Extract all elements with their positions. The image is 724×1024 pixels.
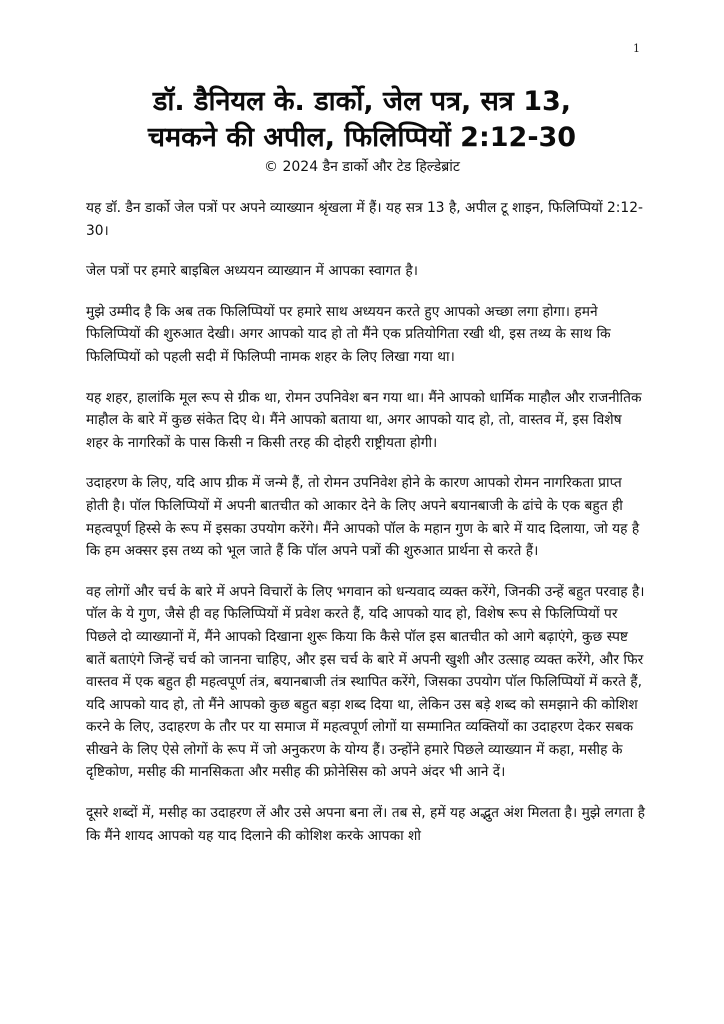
paragraph-3: मुझे उम्मीद है कि अब तक फिलिप्पियों पर हमारे साथ अध्ययन करते हुए आपको अच्छा लगा होगा। हमने फिलिप्पियों की शुरुआत देखी। अगर आपको याद हो तो मैंने एक प्रतियोगिता रखी थी, इस तथ्य के साथ कि फिलिप्पियों को पहली सदी में फिलिप्पी नामक शहर के लिए लिखा गया था।: [86, 303, 611, 365]
title-line-1: डॉ. डैनियल के. डार्को, जेल पत्र, सत्र 13,: [152, 86, 572, 117]
document-header: [60, 84, 664, 178]
copyright-line: © 2024 डैन डार्को और टेड हिल्डेब्रांट: [264, 159, 460, 175]
paragraph-1: यह डॉ. डैन डार्को जेल पत्रों पर अपने व्याख्यान श्रृंखला में हैं। यह सत्र 13 है, अपील टू शाइन, फिलिप्पियों 2:12-30।: [86, 200, 643, 239]
document-body: [86, 197, 646, 865]
paragraph-5: उदाहरण के लिए, यदि आप ग्रीक में जन्मे हैं, तो रोमन उपनिवेश होने के कारण आपको रोमन नागरिकता प्राप्त होती है। पॉल फिलिप्पियों में अपनी बातचीत को आकार देने के लिए अपने बयानबाजी के ढांचे के एक बहुत ही महत्वपूर्ण हिस्से के रूप में इसका उपयोग करेंगे। मैंने आपको पॉल के महान गुण के बारे में याद दिलाया, जो यह है कि हम अक्सर इस तथ्य को भूल जाते हैं कि पॉल अपने पत्रों की शुरुआत प्रार्थना से करते हैं।: [86, 475, 640, 560]
document-title: [60, 84, 664, 156]
title-line-2: चमकने की अपील, फिलिप्पियों 2:12-30: [147, 122, 577, 153]
paragraph-7: दूसरे शब्दों में, मसीह का उदाहरण लें और उसे अपना बना लें। तब से, हमें यह अद्भुत अंश मिलता है। मुझे लगता है कि मैंने शायद आपको यह याद दिलाने की कोशिश करके आपका शो: [86, 805, 645, 844]
paragraph-2: जेल पत्रों पर हमारे बाइबिल अध्ययन व्याख्यान में आपका स्वागत है।: [86, 263, 418, 280]
page-number: 1: [633, 42, 640, 55]
paragraph-4: यह शहर, हालांकि मूल रूप से ग्रीक था, रोमन उपनिवेश बन गया था। मैंने आपको धार्मिक माहौल और राजनीतिक माहौल के बारे में कुछ संकेत दिए थे। मैंने आपको बताया था, अगर आपको याद हो, तो, वास्तव में, इस विशेष शहर के नागरिकों के पास किसी न किसी तरह की दोहरी राष्ट्रीयता होगी।: [86, 389, 642, 451]
paragraph-6: वह लोगों और चर्च के बारे में अपने विचारों के लिए भगवान को धन्यवाद व्यक्त करेंगे, जिनकी उन्हें बहुत परवाह है। पॉल के ये गुण, जैसे ही वह फिलिप्पियों में प्रवेश करते हैं, यदि आपको याद हो, विशेष रूप से फिलिप्पियों पर पिछले दो व्याख्यानों में, मैंने आपको दिखाना शुरू किया कि कैसे पॉल इस बातचीत को आगे बढ़ाएंगे, कुछ स्पष्ट बातें बताएंगे जिन्हें चर्च को जानना चाहिए, और इस चर्च के बारे में अपनी खुशी और उत्साह व्यक्त करेंगे, और फिर वास्तव में एक बहुत ही महत्वपूर्ण तंत्र, बयानबाजी तंत्र स्थापित करेंगे, जिसका उपयोग पॉल फिलिप्पियों में करते हैं, यदि आपको याद हो, तो मैंने आपको कुछ बहुत बड़ा शब्द दिया था, लेकिन उस बड़े शब्द को समझाने की कोशिश करने के लिए, उदाहरण के तौर पर या समाज में महत्वपूर्ण लोगों या सम्मानित व्यक्तियों का उदाहरण देकर सबक सीखने के लिए ऐसे लोगों के रूप में जो अनुकरण के योग्य हैं। उन्होंने हमारे पिछले व्याख्यान में कहा, मसीह के दृष्टिकोण, मसीह की मानसिकता और मसीह की फ्रोनेसिस को अपने अंदर भी आने दें।: [86, 583, 645, 781]
